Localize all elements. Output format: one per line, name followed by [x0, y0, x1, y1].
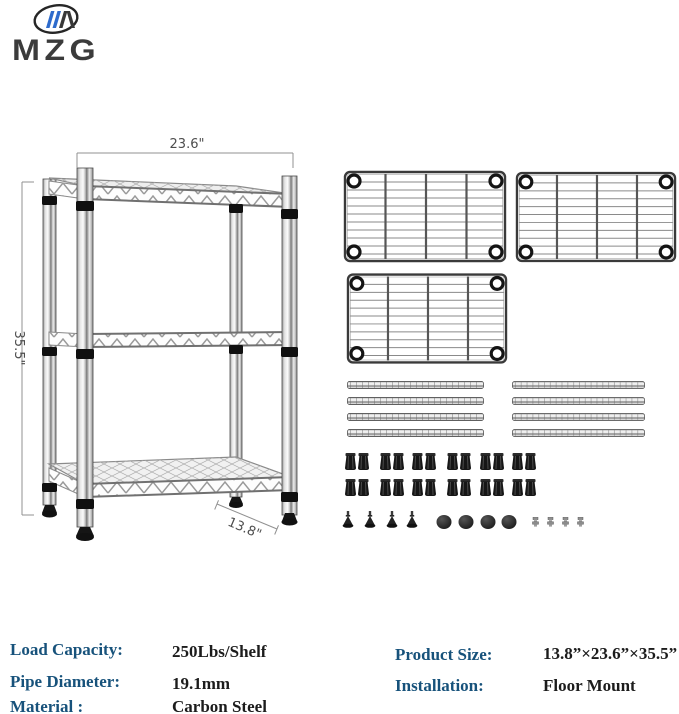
spec-value: 19.1mm — [172, 674, 231, 693]
shelf-unit-illustration — [42, 168, 298, 541]
spec-label: Product Size: — [395, 645, 493, 664]
front-left-leg — [76, 168, 94, 541]
spec-label: Material : — [10, 697, 84, 714]
parts-diagram — [343, 172, 675, 529]
spec-label: Load Capacity: — [10, 640, 123, 659]
spec-value: Floor Mount — [543, 676, 636, 695]
sleeve-clips-group — [345, 453, 536, 496]
width-dimension-label: 23.6" — [169, 137, 205, 152]
brand-wordmark: MZG — [12, 34, 101, 67]
wire-shelf-part — [348, 275, 506, 363]
depth-dimension-label: 13.8" — [225, 515, 264, 543]
height-dimension — [11, 182, 34, 515]
spec-value: 13.8”×23.6”×35.5” — [543, 644, 678, 663]
spec-value: Carbon Steel — [172, 697, 267, 714]
front-right-leg — [281, 176, 298, 526]
spec-label: Pipe Diameter: — [10, 672, 120, 691]
wire-shelf-part — [517, 173, 675, 261]
spec-value: 250Lbs/Shelf — [172, 642, 267, 661]
foot-pads-group — [437, 515, 517, 529]
spec-label: Installation: — [395, 676, 484, 695]
depth-dimension — [215, 500, 279, 542]
height-dimension-label: 35.5" — [11, 330, 26, 366]
poles-group — [348, 382, 645, 437]
wire-shelf-part — [345, 172, 505, 261]
leveling-feet-group — [343, 511, 418, 528]
width-dimension — [77, 137, 293, 168]
screws-group — [533, 517, 584, 527]
